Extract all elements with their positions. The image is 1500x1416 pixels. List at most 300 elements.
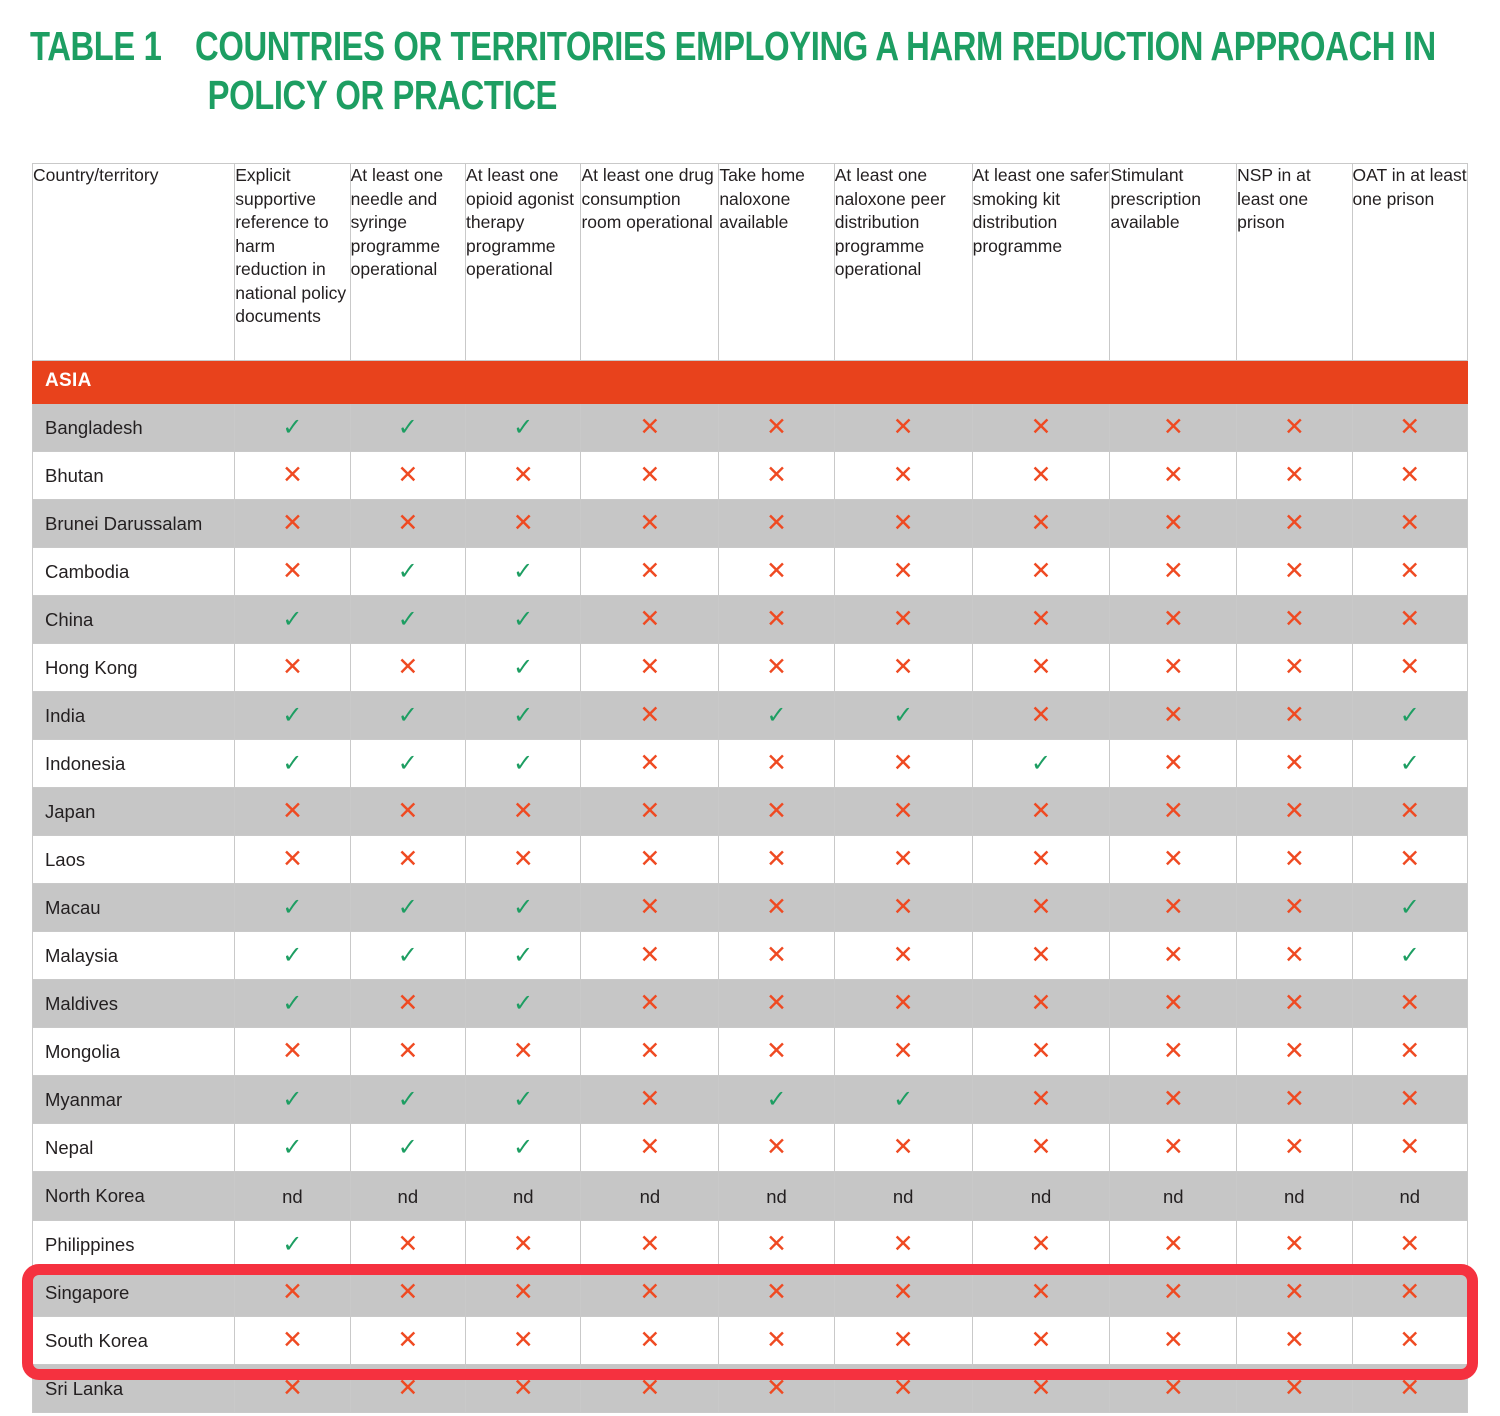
cell-no: [1110, 788, 1237, 836]
cell-no: [1352, 1076, 1467, 1124]
cell-yes: [235, 740, 350, 788]
cross-icon: ✕: [1399, 1085, 1421, 1113]
cross-icon: ✕: [512, 1374, 534, 1402]
cell-no: [972, 692, 1110, 740]
country-name-cell: Bangladesh: [33, 404, 235, 452]
cross-icon: ✕: [1399, 509, 1421, 537]
cell-no: [350, 1365, 465, 1413]
table-row: [33, 1221, 1468, 1269]
cross-icon: ✕: [766, 1374, 787, 1402]
table-row: [33, 1028, 1468, 1076]
cross-icon: ✕: [639, 461, 661, 489]
cross-icon: ✕: [1399, 1133, 1421, 1161]
cross-icon: ✕: [892, 605, 914, 633]
cross-icon: ✕: [1399, 653, 1421, 681]
cell-yes: [1352, 932, 1467, 980]
cross-icon: ✕: [1283, 461, 1305, 489]
cell-no: [1110, 404, 1237, 452]
cross-icon: ✕: [1162, 941, 1184, 969]
cell-no: [1110, 1124, 1237, 1172]
check-icon: ✓: [513, 558, 534, 585]
cell-no: [719, 1028, 834, 1076]
cell-no: [719, 1365, 834, 1413]
cell-no: [1352, 980, 1467, 1028]
cell-no: [972, 1365, 1110, 1413]
harm-reduction-table: [32, 163, 1468, 1413]
cross-icon: ✕: [281, 557, 303, 585]
no-data-label: nd: [639, 1186, 661, 1207]
country-name-cell: Maldives: [33, 980, 235, 1028]
cell-no: [719, 1124, 834, 1172]
cell-yes: [719, 692, 834, 740]
cell-no: [1237, 1221, 1352, 1269]
check-icon: ✓: [282, 1086, 303, 1113]
country-name-cell: Laos: [33, 836, 235, 884]
cell-no: [581, 1028, 719, 1076]
cross-icon: ✕: [1162, 1133, 1184, 1161]
cross-icon: ✕: [1162, 509, 1184, 537]
column-header-9: NSP in at least one prison: [1237, 164, 1352, 361]
check-icon: ✓: [513, 894, 534, 921]
cell-no: [466, 452, 581, 500]
cell-no: [719, 1317, 834, 1365]
cell-no: [235, 548, 350, 596]
region-label: ASIA: [33, 361, 1468, 404]
cross-icon: ✕: [397, 1374, 419, 1402]
cell-no: [1352, 1221, 1467, 1269]
check-icon: ✓: [282, 942, 303, 969]
cell-no: [972, 1124, 1110, 1172]
cross-icon: ✕: [1283, 1374, 1305, 1402]
column-header-0: Country/territory: [33, 164, 235, 361]
country-name-cell: Mongolia: [33, 1028, 235, 1076]
no-data-label: nd: [397, 1186, 419, 1207]
cell-no: [1110, 500, 1237, 548]
check-icon: ✓: [893, 702, 914, 729]
cell-no: [1237, 644, 1352, 692]
cross-icon: ✕: [1030, 509, 1052, 537]
cell-yes: [350, 596, 465, 644]
cross-icon: ✕: [766, 1230, 787, 1258]
cross-icon: ✕: [281, 1037, 303, 1065]
cell-no: [466, 1028, 581, 1076]
cross-icon: ✕: [1283, 797, 1305, 825]
table-row: [33, 932, 1468, 980]
cell-yes: [466, 1124, 581, 1172]
cross-icon: ✕: [1162, 413, 1184, 441]
check-icon: ✓: [397, 1086, 418, 1113]
cross-icon: ✕: [1399, 413, 1421, 441]
table-row: [33, 1172, 1468, 1221]
cell-no: [235, 1365, 350, 1413]
check-icon: ✓: [397, 894, 418, 921]
harm-reduction-table-container: [32, 163, 1468, 1413]
cross-icon: ✕: [1283, 413, 1305, 441]
cell-no: [581, 1076, 719, 1124]
check-icon: ✓: [397, 558, 418, 585]
cell-no: [972, 644, 1110, 692]
check-icon: ✓: [282, 702, 303, 729]
cross-icon: ✕: [1162, 653, 1184, 681]
cross-icon: ✕: [1283, 1230, 1305, 1258]
cell-no: [1352, 644, 1467, 692]
cross-icon: ✕: [1399, 797, 1421, 825]
cross-icon: ✕: [397, 989, 419, 1017]
cross-icon: ✕: [1399, 557, 1421, 585]
cell-no: [1110, 596, 1237, 644]
cell-no: [834, 404, 972, 452]
table-row: [33, 1076, 1468, 1124]
cell-yes: [235, 932, 350, 980]
cross-icon: ✕: [766, 941, 787, 969]
check-icon: ✓: [397, 702, 418, 729]
cross-icon: ✕: [1030, 1133, 1052, 1161]
cross-icon: ✕: [1162, 1037, 1184, 1065]
cell-no-data: [972, 1172, 1110, 1221]
cell-no: [1110, 1365, 1237, 1413]
cell-no: [834, 596, 972, 644]
cell-yes: [350, 692, 465, 740]
cross-icon: ✕: [766, 413, 787, 441]
cross-icon: ✕: [1030, 1326, 1052, 1354]
cross-icon: ✕: [1162, 893, 1184, 921]
cross-icon: ✕: [1162, 1230, 1184, 1258]
cross-icon: ✕: [397, 509, 419, 537]
cross-icon: ✕: [639, 653, 661, 681]
cell-no-data: [350, 1172, 465, 1221]
cell-no: [1352, 1269, 1467, 1317]
no-data-label: nd: [892, 1186, 914, 1207]
cross-icon: ✕: [639, 1230, 661, 1258]
cross-icon: ✕: [1030, 461, 1052, 489]
table-row: [33, 836, 1468, 884]
cell-no: [581, 644, 719, 692]
check-icon: ✓: [513, 414, 534, 441]
check-icon: ✓: [766, 702, 787, 729]
check-icon: ✓: [282, 990, 303, 1017]
cell-no: [581, 1365, 719, 1413]
cross-icon: ✕: [281, 1374, 303, 1402]
cell-no: [719, 740, 834, 788]
cell-no: [1352, 1028, 1467, 1076]
table-row: [33, 1269, 1468, 1317]
cross-icon: ✕: [1030, 1230, 1052, 1258]
cross-icon: ✕: [766, 845, 787, 873]
table-row: [33, 452, 1468, 500]
cross-icon: ✕: [281, 509, 303, 537]
cross-icon: ✕: [397, 1230, 419, 1258]
cell-no: [1352, 500, 1467, 548]
table-row: [33, 1365, 1468, 1413]
cross-icon: ✕: [397, 1037, 419, 1065]
country-name-cell: India: [33, 692, 235, 740]
cell-no: [1352, 1317, 1467, 1365]
country-name-cell: Cambodia: [33, 548, 235, 596]
cell-no: [972, 836, 1110, 884]
cross-icon: ✕: [512, 1326, 534, 1354]
cell-no: [1110, 1221, 1237, 1269]
cell-no: [235, 836, 350, 884]
cross-icon: ✕: [1162, 461, 1184, 489]
cell-no-data: [235, 1172, 350, 1221]
cell-no: [350, 644, 465, 692]
cross-icon: ✕: [639, 893, 661, 921]
cross-icon: ✕: [1283, 1037, 1305, 1065]
cell-no: [581, 932, 719, 980]
cell-yes: [466, 932, 581, 980]
country-name-cell: Macau: [33, 884, 235, 932]
cell-no: [235, 788, 350, 836]
cell-no: [719, 788, 834, 836]
cross-icon: ✕: [397, 845, 419, 873]
cell-no: [972, 1028, 1110, 1076]
check-icon: ✓: [513, 1134, 534, 1161]
check-icon: ✓: [282, 750, 303, 777]
title-line-1: [30, 22, 1436, 71]
cross-icon: ✕: [1283, 989, 1305, 1017]
check-icon: ✓: [282, 414, 303, 441]
cell-no: [581, 1317, 719, 1365]
cross-icon: ✕: [1162, 1374, 1184, 1402]
cross-icon: ✕: [639, 941, 661, 969]
cell-no: [1110, 548, 1237, 596]
cross-icon: ✕: [639, 845, 661, 873]
cell-no: [719, 596, 834, 644]
cell-no: [1237, 596, 1352, 644]
cell-no: [1110, 1269, 1237, 1317]
cross-icon: ✕: [281, 845, 303, 873]
table-row: [33, 884, 1468, 932]
cross-icon: ✕: [639, 557, 661, 585]
cell-no: [235, 1269, 350, 1317]
table-row: [33, 788, 1468, 836]
cell-no: [1237, 452, 1352, 500]
title-text-line-2: POLICY OR PRACTICE: [207, 72, 557, 118]
cross-icon: ✕: [1283, 509, 1305, 537]
cell-yes: [350, 884, 465, 932]
cross-icon: ✕: [639, 509, 661, 537]
cell-no-data: [1110, 1172, 1237, 1221]
cell-no: [1237, 1076, 1352, 1124]
country-name-cell: Hong Kong: [33, 644, 235, 692]
country-name-cell: Nepal: [33, 1124, 235, 1172]
cross-icon: ✕: [892, 461, 914, 489]
cross-icon: ✕: [639, 701, 661, 729]
cross-icon: ✕: [766, 509, 787, 537]
cross-icon: ✕: [1030, 1374, 1052, 1402]
cell-no: [719, 500, 834, 548]
cell-no: [350, 1317, 465, 1365]
cell-no: [581, 788, 719, 836]
cell-no: [1352, 452, 1467, 500]
check-icon: ✓: [513, 750, 534, 777]
check-icon: ✓: [513, 654, 534, 681]
cell-no: [350, 788, 465, 836]
cross-icon: ✕: [1030, 653, 1052, 681]
country-name-cell: Philippines: [33, 1221, 235, 1269]
column-header-7: At least one safer smoking kit distribution programme: [972, 164, 1110, 361]
check-icon: ✓: [282, 606, 303, 633]
table-header-row: [33, 164, 1468, 361]
cross-icon: ✕: [1399, 1326, 1421, 1354]
cross-icon: ✕: [766, 893, 787, 921]
cell-no: [466, 1317, 581, 1365]
cell-no: [350, 452, 465, 500]
cell-no: [581, 692, 719, 740]
table-row: [33, 596, 1468, 644]
cross-icon: ✕: [1283, 1133, 1305, 1161]
cross-icon: ✕: [512, 845, 534, 873]
cell-no: [719, 452, 834, 500]
cross-icon: ✕: [1030, 557, 1052, 585]
cross-icon: ✕: [281, 653, 303, 681]
cross-icon: ✕: [1162, 605, 1184, 633]
country-name-cell: Myanmar: [33, 1076, 235, 1124]
cross-icon: ✕: [639, 1037, 661, 1065]
cell-no: [834, 644, 972, 692]
cross-icon: ✕: [397, 797, 419, 825]
cross-icon: ✕: [1399, 1230, 1421, 1258]
cross-icon: ✕: [1283, 557, 1305, 585]
cell-no: [1237, 1124, 1352, 1172]
cross-icon: ✕: [766, 1326, 787, 1354]
cell-yes: [235, 980, 350, 1028]
cell-yes: [235, 404, 350, 452]
cross-icon: ✕: [892, 893, 914, 921]
cell-yes: [972, 740, 1110, 788]
cell-no: [350, 1221, 465, 1269]
cross-icon: ✕: [281, 1278, 303, 1306]
cell-no: [1237, 980, 1352, 1028]
cross-icon: ✕: [1030, 797, 1052, 825]
cell-no: [350, 500, 465, 548]
check-icon: ✓: [513, 990, 534, 1017]
cell-yes: [466, 740, 581, 788]
cell-no: [1110, 932, 1237, 980]
cell-no: [466, 1269, 581, 1317]
cell-yes: [350, 1076, 465, 1124]
cell-no: [834, 836, 972, 884]
table-row: [33, 1124, 1468, 1172]
cross-icon: ✕: [1399, 845, 1421, 873]
check-icon: ✓: [1399, 942, 1420, 969]
cross-icon: ✕: [1399, 461, 1421, 489]
cross-icon: ✕: [512, 797, 534, 825]
cell-no: [1237, 884, 1352, 932]
cell-no: [834, 452, 972, 500]
cross-icon: ✕: [1030, 845, 1052, 873]
cell-no: [972, 1221, 1110, 1269]
cell-yes: [466, 980, 581, 1028]
column-header-4: At least one drug consumption room operational: [581, 164, 719, 361]
cross-icon: ✕: [1162, 1085, 1184, 1113]
cell-no: [834, 740, 972, 788]
cross-icon: ✕: [397, 461, 419, 489]
cross-icon: ✕: [512, 1230, 534, 1258]
cell-no: [350, 1269, 465, 1317]
cross-icon: ✕: [639, 1278, 661, 1306]
cell-yes: [350, 1124, 465, 1172]
region-section-row: [33, 361, 1468, 404]
cell-no: [834, 980, 972, 1028]
cell-no: [834, 1124, 972, 1172]
check-icon: ✓: [1399, 894, 1420, 921]
cell-no: [1237, 692, 1352, 740]
cross-icon: ✕: [766, 749, 787, 777]
table-body: [33, 361, 1468, 1413]
cross-icon: ✕: [639, 1085, 661, 1113]
cross-icon: ✕: [1162, 1326, 1184, 1354]
cell-no: [1237, 1365, 1352, 1413]
cross-icon: ✕: [766, 557, 787, 585]
cell-no: [581, 1221, 719, 1269]
cross-icon: ✕: [1283, 605, 1305, 633]
cross-icon: ✕: [281, 1326, 303, 1354]
table-row: [33, 644, 1468, 692]
cross-icon: ✕: [766, 1037, 787, 1065]
cell-no: [834, 500, 972, 548]
cross-icon: ✕: [1030, 893, 1052, 921]
cell-yes: [235, 1124, 350, 1172]
cell-no: [1352, 836, 1467, 884]
cross-icon: ✕: [766, 1278, 787, 1306]
check-icon: ✓: [1399, 702, 1420, 729]
cross-icon: ✕: [281, 461, 303, 489]
cell-no-data: [1352, 1172, 1467, 1221]
cross-icon: ✕: [766, 605, 787, 633]
cross-icon: ✕: [892, 749, 914, 777]
check-icon: ✓: [397, 414, 418, 441]
no-data-label: nd: [1030, 1186, 1052, 1207]
country-name-cell: Bhutan: [33, 452, 235, 500]
column-header-5: Take home naloxone available: [719, 164, 834, 361]
check-icon: ✓: [766, 1086, 787, 1113]
cross-icon: ✕: [892, 1278, 914, 1306]
cell-no: [834, 1269, 972, 1317]
check-icon: ✓: [513, 702, 534, 729]
cross-icon: ✕: [1399, 1374, 1421, 1402]
cell-no: [972, 884, 1110, 932]
cell-no: [581, 980, 719, 1028]
cross-icon: ✕: [1399, 605, 1421, 633]
cell-no: [834, 1365, 972, 1413]
cell-no: [719, 836, 834, 884]
cross-icon: ✕: [397, 1326, 419, 1354]
cross-icon: ✕: [1162, 749, 1184, 777]
cross-icon: ✕: [766, 461, 787, 489]
cell-yes: [235, 1221, 350, 1269]
cross-icon: ✕: [892, 509, 914, 537]
check-icon: ✓: [282, 894, 303, 921]
cross-icon: ✕: [1030, 941, 1052, 969]
country-name-cell: China: [33, 596, 235, 644]
cross-icon: ✕: [766, 989, 787, 1017]
cross-icon: ✕: [281, 797, 303, 825]
cross-icon: ✕: [639, 989, 661, 1017]
cell-no: [466, 836, 581, 884]
cross-icon: ✕: [766, 1133, 787, 1161]
cell-no: [1110, 1076, 1237, 1124]
cell-yes: [466, 596, 581, 644]
cell-no: [1110, 836, 1237, 884]
cell-no: [1110, 452, 1237, 500]
cell-no: [581, 596, 719, 644]
cell-no: [581, 1124, 719, 1172]
cell-no-data: [1237, 1172, 1352, 1221]
cell-no: [581, 884, 719, 932]
cross-icon: ✕: [1399, 1278, 1421, 1306]
cell-yes: [466, 548, 581, 596]
